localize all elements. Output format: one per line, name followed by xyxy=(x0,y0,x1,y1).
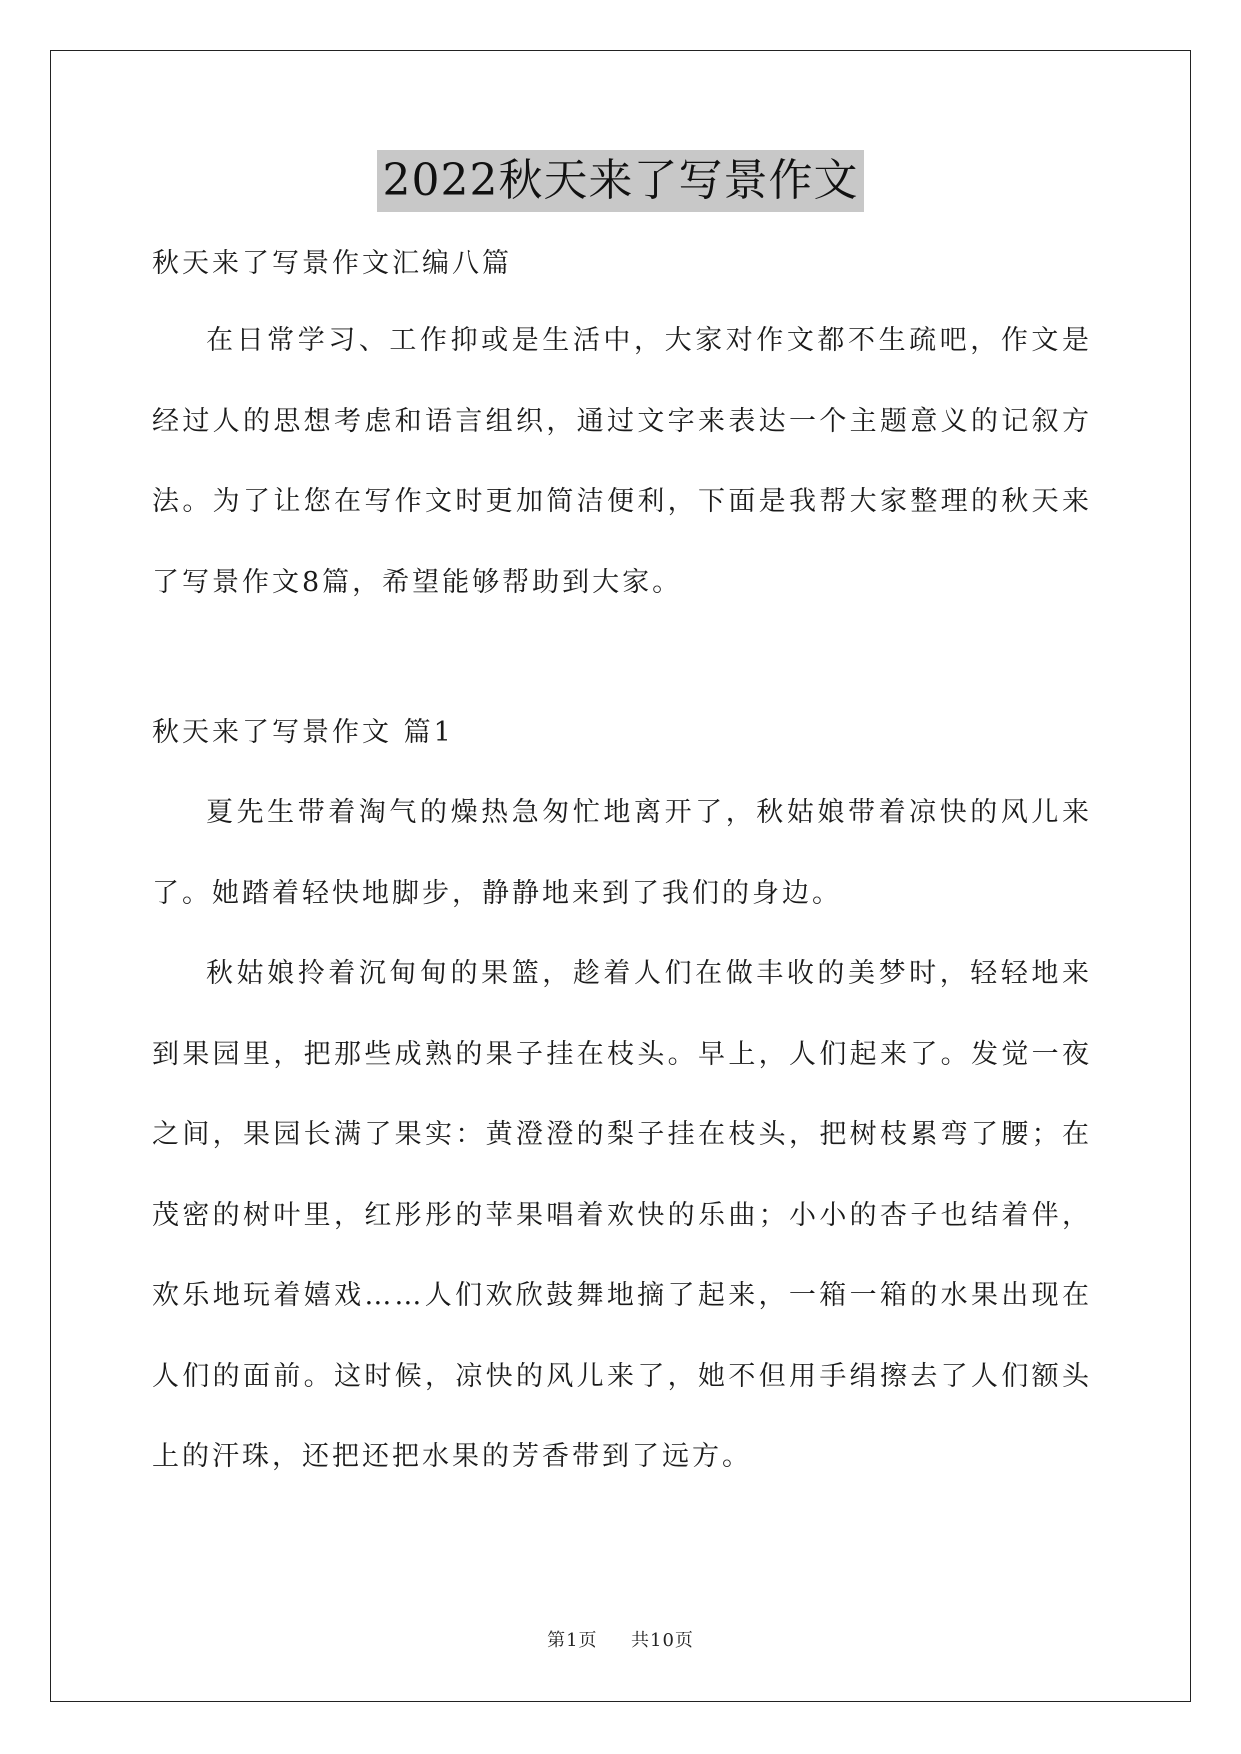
document-subtitle: 秋天来了写景作文汇编八篇 xyxy=(152,248,512,279)
section-heading: 秋天来了写景作文 篇1 xyxy=(152,717,454,748)
page-footer xyxy=(0,1626,1241,1652)
title-container xyxy=(0,150,1241,212)
body-paragraph: 夏先生带着淘气的燥热急匆忙地离开了，秋姑娘带着凉快的风儿来了。她踏着轻快地脚步，静静地来到了我们的身边。 xyxy=(152,797,1092,909)
document-title: 2022秋天来了写景作文 xyxy=(377,150,865,212)
intro-paragraph: 在日常学习、工作抑或是生活中，大家对作文都不生疏吧，作文是经过人的思想考虑和语言组织，通过文字来表达一个主题意义的记叙方法。为了让您在写作文时更加简洁便利，下面是我帮大家整理的秋天来了写景作文8篇，希望能够帮助到大家。 xyxy=(152,325,1092,598)
body-paragraph: 秋姑娘拎着沉甸甸的果篮，趁着人们在做丰收的美梦时，轻轻地来到果园里，把那些成熟的果子挂在枝头。早上，人们起来了。发觉一夜之间，果园长满了果实：黄澄澄的梨子挂在枝头，把树枝累弯了腰；在茂密的树叶里，红彤彤的苹果唱着欢快的乐曲；小小的杏子也结着伴，欢乐地玩着嬉戏……人们欢欣鼓舞地摘了起来，一箱一箱的水果出现在人们的面前。这时候，凉快的风儿来了，她不但用手绢擦去了人们额头上的汗珠，还把还把水果的芳香带到了远方。 xyxy=(152,958,1092,1472)
page-number-current: 第1页 xyxy=(547,1630,598,1651)
page-number-total: 共10页 xyxy=(631,1630,694,1651)
document-body xyxy=(152,235,1092,1498)
